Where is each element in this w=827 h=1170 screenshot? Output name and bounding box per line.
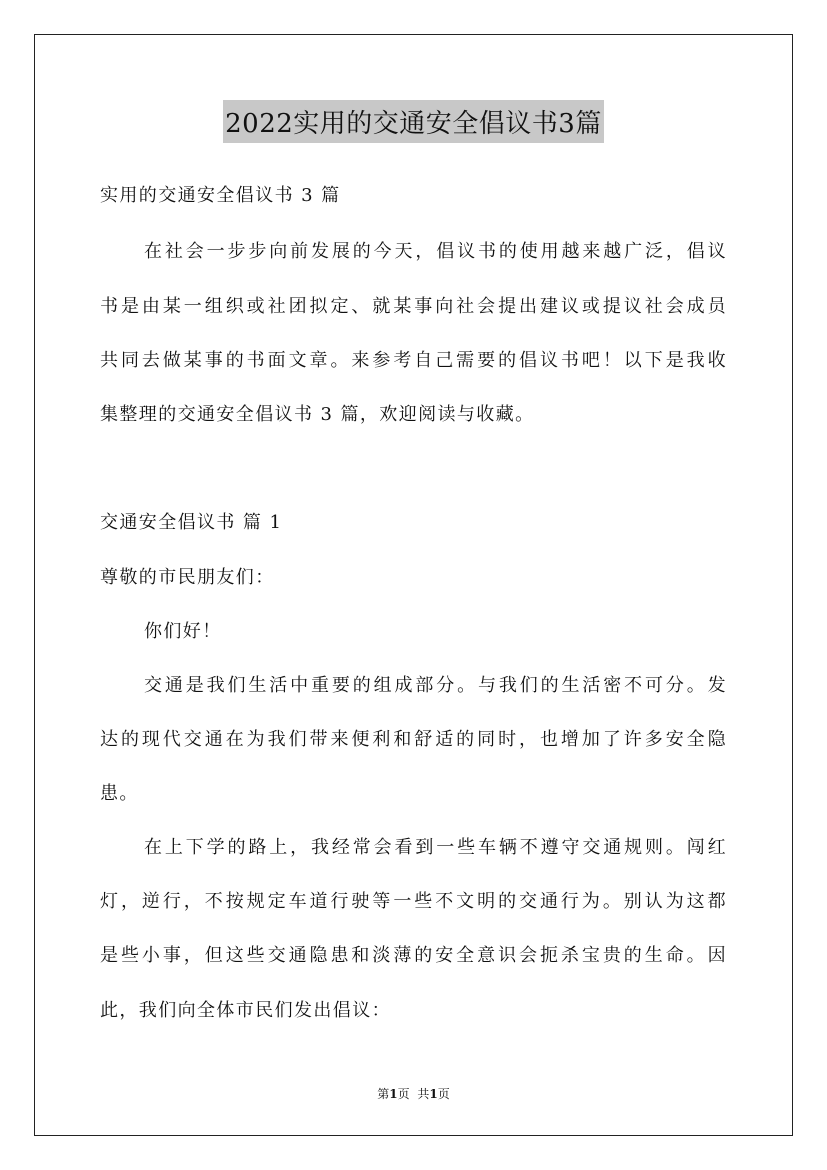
footer-total-number: 1 xyxy=(429,1087,438,1101)
footer-total-prefix: 共 xyxy=(417,1087,430,1101)
footer-total-suffix: 页 xyxy=(437,1087,450,1101)
title-container xyxy=(0,100,827,143)
greeting: 你们好！ xyxy=(144,621,222,642)
intro-line-1: 在社会一步步向前发展的今天，倡议书的使用越来越广泛，倡议 xyxy=(144,241,727,262)
paragraph-2-line-3: 是些小事，但这些交通隐患和淡薄的安全意识会扼杀宝贵的生命。因 xyxy=(100,945,727,966)
paragraph-2-line-2: 灯，逆行，不按规定车道行驶等一些不文明的交通行为。别认为这都 xyxy=(100,891,727,912)
intro-line-2: 书是由某一组织或社团拟定、就某事向社会提出建议或提议社会成员 xyxy=(100,296,727,317)
paragraph-1-line-2: 达的现代交通在为我们带来便利和舒适的同时，也增加了许多安全隐 xyxy=(100,729,727,750)
footer-page-number: 1 xyxy=(389,1087,398,1101)
salutation: 尊敬的市民朋友们： xyxy=(100,567,275,588)
paragraph-2-line-1: 在上下学的路上，我经常会看到一些车辆不遵守交通规则。闯红 xyxy=(144,837,727,858)
intro-line-4: 集整理的交通安全倡议书 3 篇，欢迎阅读与收藏。 xyxy=(100,404,535,425)
footer-prefix: 第 xyxy=(377,1087,390,1101)
footer-page-suffix: 页 xyxy=(397,1087,410,1101)
document-title: 2022实用的交通安全倡议书3篇 xyxy=(223,100,604,143)
paragraph-1-line-1: 交通是我们生活中重要的组成部分。与我们的生活密不可分。发 xyxy=(144,675,727,696)
paragraph-2-line-4: 此，我们向全体市民们发出倡议： xyxy=(100,1000,391,1021)
page-footer xyxy=(0,1085,827,1102)
intro-line-3: 共同去做某事的书面文章。来参考自己需要的倡议书吧！以下是我收 xyxy=(100,350,727,371)
section-heading: 交通安全倡议书 篇 1 xyxy=(100,512,283,533)
paragraph-1-line-3: 患。 xyxy=(100,783,139,804)
document-subtitle: 实用的交通安全倡议书 3 篇 xyxy=(100,185,341,206)
